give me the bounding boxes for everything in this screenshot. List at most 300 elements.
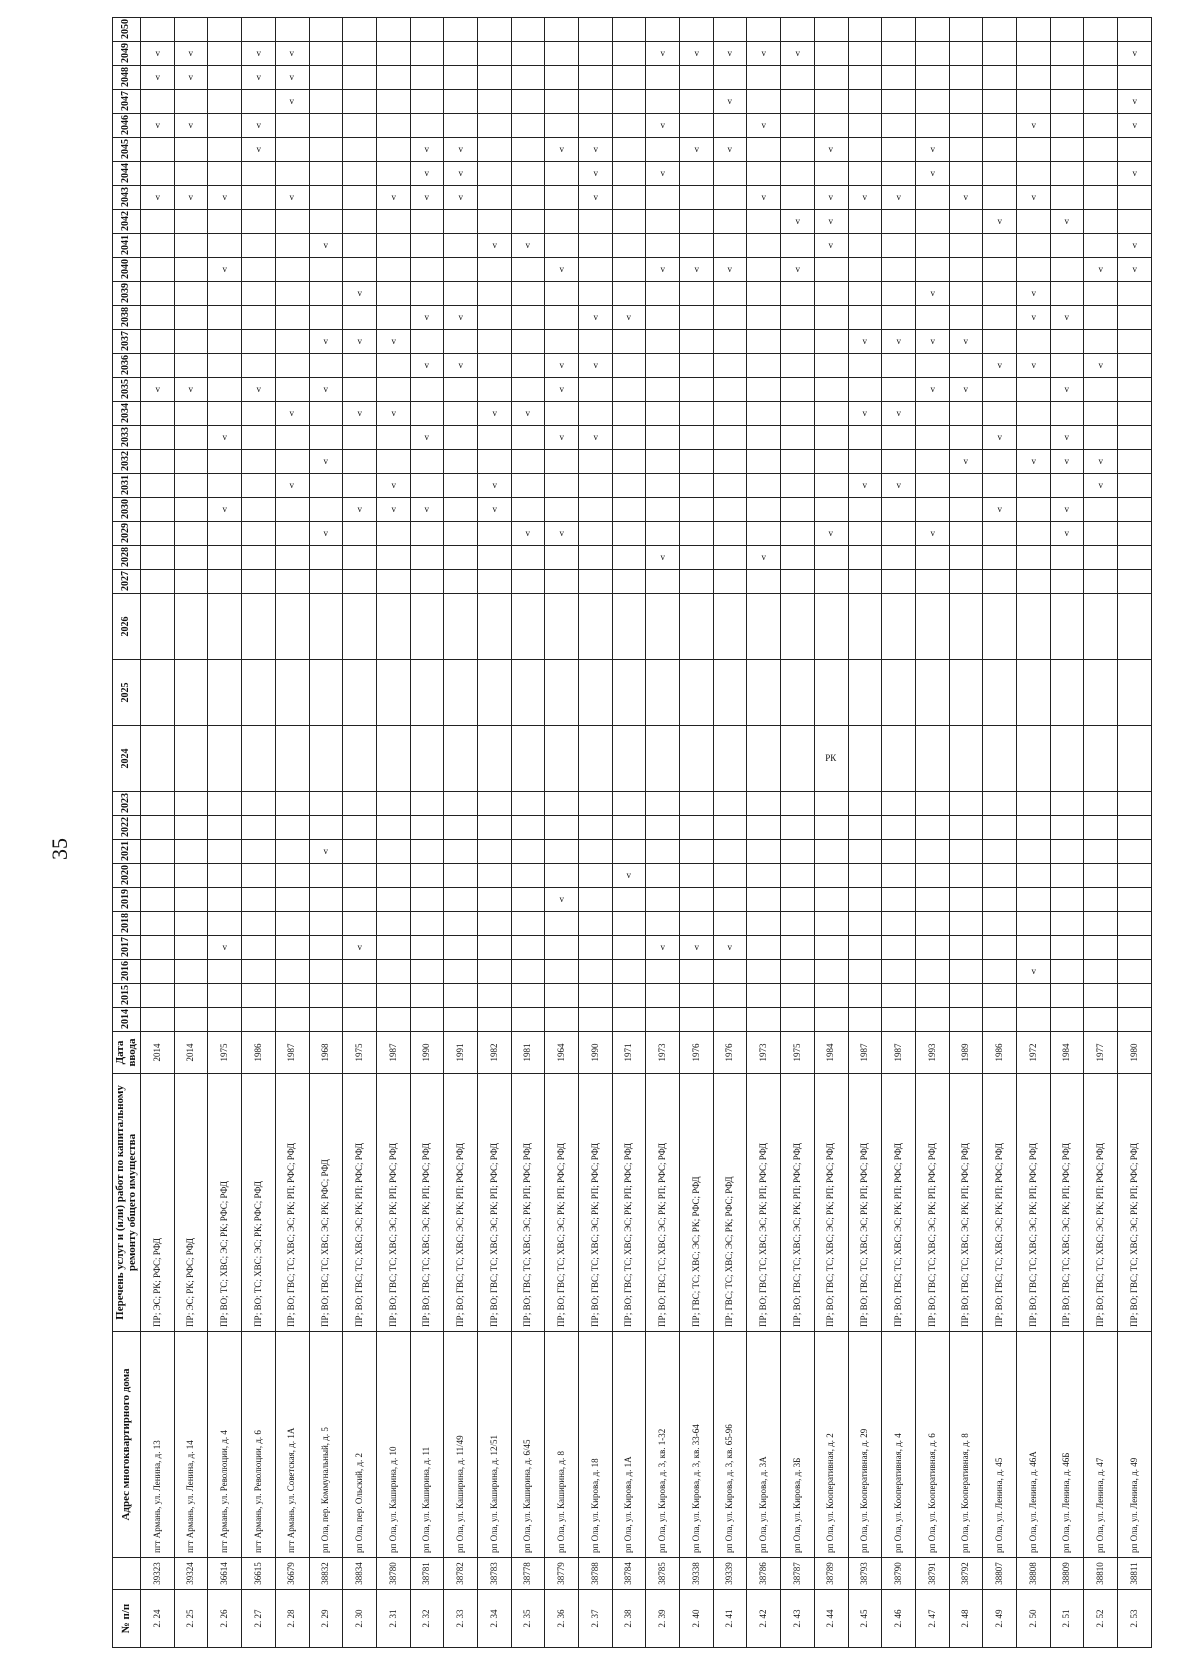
year-cell-2026 <box>242 594 276 660</box>
schedule-mark: v <box>289 71 295 82</box>
year-cell-2035 <box>1016 378 1050 402</box>
year-cell-2022 <box>579 816 613 840</box>
house-address: рп Ола, ул. Кооперативная, д. 6 <box>915 1332 949 1558</box>
year-cell-2037 <box>1084 330 1118 354</box>
schedule-mark: v <box>222 503 228 514</box>
house-address: рп Ола, ул. Кирова, д. 3, кв. 1-32 <box>646 1332 680 1558</box>
year-cell-2021 <box>915 840 949 864</box>
year-cell-2050 <box>174 18 208 42</box>
year-cell-2016 <box>208 960 242 984</box>
header-year-2033: 2033 <box>113 426 141 450</box>
year-cell-2032 <box>275 450 309 474</box>
year-cell-2049 <box>410 42 444 66</box>
year-cell-2027 <box>275 570 309 594</box>
year-cell-2021 <box>275 840 309 864</box>
schedule-mark: v <box>727 95 733 106</box>
year-cell-2050 <box>915 18 949 42</box>
year-cell-2037 <box>713 330 747 354</box>
year-cell-2049 <box>646 42 680 66</box>
year-cell-2046 <box>545 114 579 138</box>
year-cell-2038 <box>1016 306 1050 330</box>
year-cell-2044 <box>713 162 747 186</box>
year-cell-2021 <box>814 840 848 864</box>
year-cell-2035 <box>477 378 511 402</box>
commission-year: 1989 <box>949 1032 983 1074</box>
year-cell-2019 <box>1118 888 1152 912</box>
year-cell-2028 <box>444 546 478 570</box>
schedule-mark: v <box>997 503 1002 514</box>
year-cell-2014 <box>579 1008 613 1032</box>
house-address: рп Ола, ул. Кооперативная, д. 4 <box>882 1332 916 1558</box>
schedule-mark: v <box>155 71 160 82</box>
year-cell-2033 <box>1084 426 1118 450</box>
year-cell-2046 <box>1050 114 1084 138</box>
year-cell-2038 <box>444 306 478 330</box>
row-number: 2. 46 <box>882 1590 916 1648</box>
year-cell-2043 <box>309 186 343 210</box>
works-list: ПР; ВО; ГВС; ТС; ХВС; ЭС; РК; РП; РФС; РФД <box>1084 1074 1118 1332</box>
year-cell-2028 <box>747 546 781 570</box>
house-id: 38783 <box>477 1558 511 1590</box>
year-cell-2043 <box>511 186 545 210</box>
year-cell-2032 <box>410 450 444 474</box>
year-cell-2032 <box>882 450 916 474</box>
year-cell-2018 <box>915 912 949 936</box>
schedule-mark: v <box>660 263 665 274</box>
commission-year: 1968 <box>309 1032 343 1074</box>
works-list: ПР; ЭС; РК; РФС; РФД <box>141 1074 175 1332</box>
year-cell-2015 <box>747 984 781 1008</box>
year-cell-2044 <box>275 162 309 186</box>
row-number: 2. 24 <box>141 1590 175 1648</box>
year-cell-2028 <box>983 546 1017 570</box>
year-cell-2019 <box>781 888 815 912</box>
year-cell-2039 <box>275 282 309 306</box>
year-cell-2041 <box>208 234 242 258</box>
year-cell-2031 <box>174 474 208 498</box>
year-cell-2027 <box>1016 570 1050 594</box>
year-cell-2026 <box>141 594 175 660</box>
year-cell-2045 <box>747 138 781 162</box>
year-cell-2033 <box>477 426 511 450</box>
year-cell-2042 <box>814 210 848 234</box>
schedule-mark: v <box>593 191 598 202</box>
year-cell-2034 <box>882 402 916 426</box>
year-cell-2032 <box>444 450 478 474</box>
year-cell-2020 <box>1118 864 1152 888</box>
year-cell-2037 <box>208 330 242 354</box>
year-cell-2044 <box>343 162 377 186</box>
year-cell-2028 <box>174 546 208 570</box>
year-cell-2014 <box>713 1008 747 1032</box>
year-cell-2047 <box>882 90 916 114</box>
year-cell-2040 <box>579 258 613 282</box>
year-cell-2036 <box>646 354 680 378</box>
year-cell-2030 <box>1084 498 1118 522</box>
schedule-mark: v <box>997 359 1002 370</box>
row-number: 2. 40 <box>680 1590 714 1648</box>
year-cell-2030 <box>174 498 208 522</box>
year-cell-2024 <box>309 726 343 792</box>
house-address: пгт Армань, ул. Ленина, д. 13 <box>141 1332 175 1558</box>
year-cell-2038 <box>376 306 410 330</box>
year-cell-2027 <box>814 570 848 594</box>
year-cell-2023 <box>410 792 444 816</box>
year-cell-2034 <box>747 402 781 426</box>
year-cell-2046 <box>309 114 343 138</box>
year-cell-2050 <box>680 18 714 42</box>
year-cell-2028 <box>477 546 511 570</box>
row-number: 2. 37 <box>579 1590 613 1648</box>
year-cell-2042 <box>579 210 613 234</box>
year-cell-2039 <box>848 282 882 306</box>
year-cell-2018 <box>309 912 343 936</box>
commission-year: 1987 <box>882 1032 916 1074</box>
year-cell-2036 <box>612 354 646 378</box>
year-cell-2015 <box>275 984 309 1008</box>
commission-year: 1981 <box>511 1032 545 1074</box>
table-row <box>309 18 343 1648</box>
year-cell-2037 <box>376 330 410 354</box>
schedule-mark: v <box>694 47 699 58</box>
year-cell-2019 <box>1084 888 1118 912</box>
year-cell-2024 <box>477 726 511 792</box>
year-cell-2045 <box>444 138 478 162</box>
year-cell-2025 <box>680 660 714 726</box>
works-list: ПР; ГВС; ТС; ХВС; ЭС; РК; РФС; РФД <box>713 1074 747 1332</box>
header-year-2049: 2049 <box>113 42 141 66</box>
year-cell-2031 <box>343 474 377 498</box>
year-cell-2048 <box>343 66 377 90</box>
row-number: 2. 44 <box>814 1590 848 1648</box>
year-cell-2026 <box>915 594 949 660</box>
year-cell-2026 <box>848 594 882 660</box>
year-cell-2027 <box>612 570 646 594</box>
year-cell-2036 <box>579 354 613 378</box>
year-cell-2024 <box>713 726 747 792</box>
year-cell-2038 <box>174 306 208 330</box>
year-cell-2041 <box>444 234 478 258</box>
schedule-mark: v <box>1031 965 1036 976</box>
table-row <box>477 18 511 1648</box>
schedule-mark: v <box>424 503 430 514</box>
year-cell-2042 <box>174 210 208 234</box>
year-cell-2038 <box>1084 306 1118 330</box>
year-cell-2043 <box>915 186 949 210</box>
year-cell-2021 <box>579 840 613 864</box>
header-year-2022: 2022 <box>113 816 141 840</box>
year-cell-2040 <box>882 258 916 282</box>
year-cell-2039 <box>949 282 983 306</box>
table-row <box>242 18 276 1648</box>
header-year-2040: 2040 <box>113 258 141 282</box>
works-list: ПР; ВО; ГВС; ТС; ХВС; ЭС; РК; РП; РФС; РФД <box>444 1074 478 1332</box>
year-cell-2020 <box>949 864 983 888</box>
year-cell-2045 <box>983 138 1017 162</box>
year-cell-2042 <box>275 210 309 234</box>
header-year-2023: 2023 <box>113 792 141 816</box>
year-cell-2043 <box>713 186 747 210</box>
schedule-mark: v <box>1064 311 1070 322</box>
year-cell-2035 <box>242 378 276 402</box>
year-cell-2015 <box>1016 984 1050 1008</box>
year-cell-2023 <box>848 792 882 816</box>
row-number: 2. 52 <box>1084 1590 1118 1648</box>
year-cell-2029 <box>242 522 276 546</box>
year-cell-2040 <box>477 258 511 282</box>
year-cell-2022 <box>410 816 444 840</box>
row-number: 2. 25 <box>174 1590 208 1648</box>
year-cell-2033 <box>1050 426 1084 450</box>
schedule-mark: v <box>761 119 767 130</box>
year-cell-2022 <box>545 816 579 840</box>
year-cell-2020 <box>915 864 949 888</box>
year-cell-2031 <box>680 474 714 498</box>
year-cell-2041 <box>680 234 714 258</box>
year-cell-2014 <box>208 1008 242 1032</box>
year-cell-2037 <box>680 330 714 354</box>
year-cell-2019 <box>309 888 343 912</box>
year-cell-2029 <box>848 522 882 546</box>
year-cell-2032 <box>747 450 781 474</box>
year-cell-2023 <box>781 792 815 816</box>
year-cell-2030 <box>579 498 613 522</box>
schedule-mark: v <box>256 119 261 130</box>
year-cell-2030 <box>309 498 343 522</box>
year-cell-2047 <box>612 90 646 114</box>
works-list: ПР; ВО; ГВС; ТС; ХВС; ЭС; РК; РП; РФС; РФД <box>612 1074 646 1332</box>
year-cell-2025 <box>444 660 478 726</box>
commission-year: 1990 <box>579 1032 613 1074</box>
year-cell-2039 <box>444 282 478 306</box>
year-cell-2038 <box>646 306 680 330</box>
year-cell-2020 <box>477 864 511 888</box>
year-cell-2027 <box>1084 570 1118 594</box>
year-cell-2020 <box>410 864 444 888</box>
row-number: 2. 51 <box>1050 1590 1084 1648</box>
schedule-mark: v <box>391 407 396 418</box>
year-cell-2014 <box>141 1008 175 1032</box>
house-id: 39339 <box>713 1558 747 1590</box>
year-cell-2036 <box>343 354 377 378</box>
year-cell-2020 <box>646 864 680 888</box>
year-cell-2047 <box>814 90 848 114</box>
year-cell-2044 <box>579 162 613 186</box>
year-cell-2045 <box>882 138 916 162</box>
year-cell-2017 <box>1118 936 1152 960</box>
year-cell-2035 <box>1050 378 1084 402</box>
year-cell-2023 <box>174 792 208 816</box>
year-cell-2048 <box>208 66 242 90</box>
year-cell-2047 <box>275 90 309 114</box>
year-cell-2032 <box>174 450 208 474</box>
year-cell-2014 <box>915 1008 949 1032</box>
year-cell-2017 <box>343 936 377 960</box>
year-cell-2020 <box>882 864 916 888</box>
year-cell-2028 <box>309 546 343 570</box>
year-cell-2026 <box>579 594 613 660</box>
year-cell-2023 <box>242 792 276 816</box>
header-year-2043: 2043 <box>113 186 141 210</box>
year-cell-2024 <box>410 726 444 792</box>
year-cell-2028 <box>343 546 377 570</box>
year-cell-2045 <box>477 138 511 162</box>
schedule-mark: v <box>660 119 665 130</box>
year-cell-2032 <box>612 450 646 474</box>
year-cell-2022 <box>444 816 478 840</box>
year-cell-2022 <box>141 816 175 840</box>
house-id: 38792 <box>949 1558 983 1590</box>
year-cell-2015 <box>949 984 983 1008</box>
year-cell-2026 <box>814 594 848 660</box>
year-cell-2043 <box>983 186 1017 210</box>
schedule-mark: v <box>357 407 362 418</box>
schedule-mark: v <box>424 311 430 322</box>
schedule-mark: v <box>424 191 430 202</box>
year-cell-2036 <box>680 354 714 378</box>
year-cell-2029 <box>882 522 916 546</box>
year-cell-2018 <box>275 912 309 936</box>
year-cell-2021 <box>174 840 208 864</box>
year-cell-2046 <box>1016 114 1050 138</box>
year-cell-2023 <box>275 792 309 816</box>
year-cell-2034 <box>511 402 545 426</box>
house-address: рп Ола, ул. Каширина, д. 6/45 <box>511 1332 545 1558</box>
year-cell-2026 <box>376 594 410 660</box>
year-cell-2043 <box>275 186 309 210</box>
year-cell-2034 <box>814 402 848 426</box>
year-cell-2029 <box>915 522 949 546</box>
year-cell-2032 <box>814 450 848 474</box>
table-row <box>949 18 983 1648</box>
year-cell-2016 <box>882 960 916 984</box>
year-cell-2046 <box>343 114 377 138</box>
schedule-mark: v <box>930 287 935 298</box>
header-year-2036: 2036 <box>113 354 141 378</box>
row-number: 2. 32 <box>410 1590 444 1648</box>
year-cell-2041 <box>781 234 815 258</box>
year-cell-2034 <box>1084 402 1118 426</box>
year-cell-2022 <box>949 816 983 840</box>
year-cell-2045 <box>949 138 983 162</box>
year-cell-2025 <box>242 660 276 726</box>
year-cell-2038 <box>848 306 882 330</box>
year-cell-2048 <box>915 66 949 90</box>
works-list: ПР; ВО; ГВС; ТС; ХВС; ЭС; РК; РП; РФС; РФД <box>1016 1074 1050 1332</box>
year-cell-2039 <box>1016 282 1050 306</box>
year-cell-2047 <box>477 90 511 114</box>
year-cell-2014 <box>646 1008 680 1032</box>
year-cell-2043 <box>612 186 646 210</box>
year-cell-2033 <box>208 426 242 450</box>
year-cell-2033 <box>680 426 714 450</box>
year-cell-2050 <box>343 18 377 42</box>
year-cell-2045 <box>242 138 276 162</box>
year-cell-2042 <box>1050 210 1084 234</box>
schedule-mark: v <box>896 479 901 490</box>
year-cell-2020 <box>781 864 815 888</box>
year-cell-2049 <box>747 42 781 66</box>
year-cell-2023 <box>511 792 545 816</box>
year-cell-2025 <box>579 660 613 726</box>
year-cell-2036 <box>1118 354 1152 378</box>
schedule-mark: v <box>323 845 329 856</box>
year-cell-2014 <box>983 1008 1017 1032</box>
year-cell-2033 <box>646 426 680 450</box>
schedule-mark: v <box>1031 311 1036 322</box>
year-cell-2032 <box>545 450 579 474</box>
year-cell-2028 <box>1016 546 1050 570</box>
year-cell-2027 <box>781 570 815 594</box>
year-cell-2043 <box>444 186 478 210</box>
header-year-2021: 2021 <box>113 840 141 864</box>
year-cell-2045 <box>376 138 410 162</box>
year-cell-2030 <box>915 498 949 522</box>
year-cell-2047 <box>983 90 1017 114</box>
year-cell-2041 <box>1084 234 1118 258</box>
year-cell-2049 <box>376 42 410 66</box>
year-cell-2020 <box>511 864 545 888</box>
year-cell-2044 <box>511 162 545 186</box>
year-cell-2017 <box>511 936 545 960</box>
year-cell-2038 <box>141 306 175 330</box>
header-year-2025: 2025 <box>113 660 141 726</box>
year-cell-2033 <box>747 426 781 450</box>
year-cell-2043 <box>242 186 276 210</box>
year-cell-2040 <box>444 258 478 282</box>
year-cell-2018 <box>208 912 242 936</box>
year-cell-2046 <box>848 114 882 138</box>
schedule-mark: v <box>694 143 699 154</box>
year-cell-2024 <box>1050 726 1084 792</box>
year-cell-2021 <box>343 840 377 864</box>
year-cell-2016 <box>511 960 545 984</box>
commission-year: 1993 <box>915 1032 949 1074</box>
year-cell-2045 <box>545 138 579 162</box>
year-cell-2025 <box>410 660 444 726</box>
year-cell-2031 <box>141 474 175 498</box>
year-cell-2027 <box>410 570 444 594</box>
schedule-mark: v <box>997 215 1002 226</box>
year-cell-2037 <box>477 330 511 354</box>
year-cell-2017 <box>612 936 646 960</box>
year-cell-2038 <box>545 306 579 330</box>
year-cell-2043 <box>376 186 410 210</box>
house-address: рп Ола, ул. Каширина, д. 11 <box>410 1332 444 1558</box>
year-cell-2046 <box>444 114 478 138</box>
year-cell-2024 <box>1118 726 1152 792</box>
year-cell-2017 <box>275 936 309 960</box>
house-id: 36679 <box>275 1558 309 1590</box>
year-cell-2050 <box>141 18 175 42</box>
year-cell-2041 <box>343 234 377 258</box>
year-cell-2028 <box>1050 546 1084 570</box>
year-cell-2017 <box>545 936 579 960</box>
year-cell-2024 <box>545 726 579 792</box>
year-cell-2022 <box>1050 816 1084 840</box>
year-cell-2017 <box>141 936 175 960</box>
commission-year: 1986 <box>242 1032 276 1074</box>
year-cell-2031 <box>612 474 646 498</box>
year-cell-2049 <box>1050 42 1084 66</box>
schedule-mark: v <box>256 383 261 394</box>
year-cell-2047 <box>781 90 815 114</box>
house-id: 38786 <box>747 1558 781 1590</box>
year-cell-2021 <box>848 840 882 864</box>
year-cell-2032 <box>376 450 410 474</box>
year-cell-2040 <box>343 258 377 282</box>
works-list: ПР; ВО; ГВС; ТС; ХВС; ЭС; РК; РП; РФС; РФД <box>511 1074 545 1332</box>
